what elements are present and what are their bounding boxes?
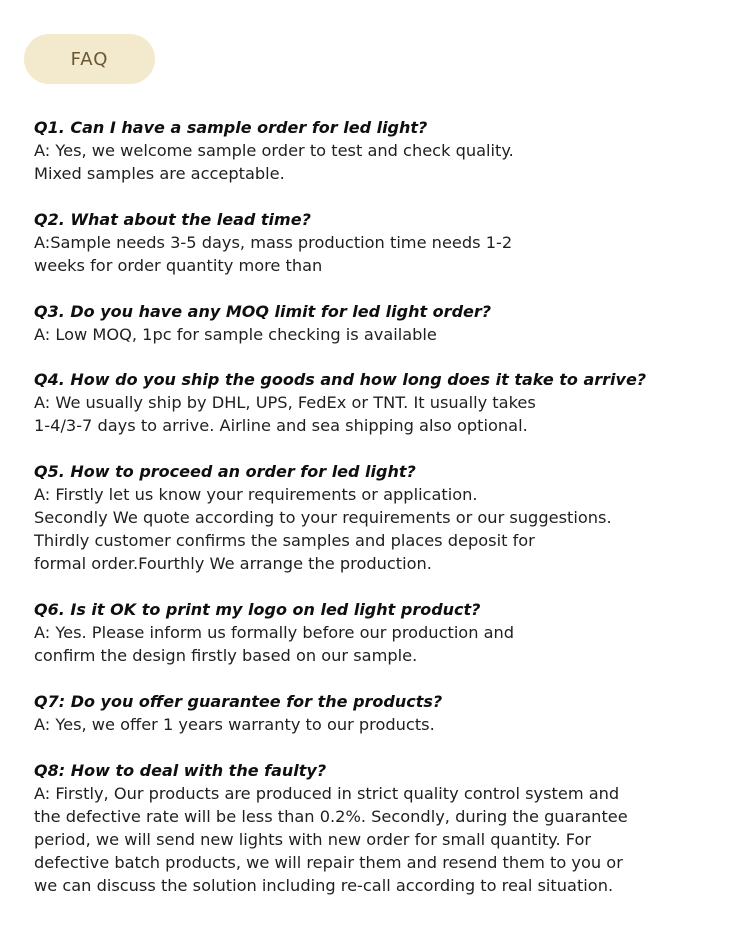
faq-question: Q7: Do you offer guarantee for the products? <box>34 691 443 711</box>
faq-answer-line: confirm the design firstly based on our sample. <box>34 645 418 665</box>
faq-answer-line: A: Firstly, Our products are produced in strict quality control system and <box>34 783 620 803</box>
faq-question: Q4. How do you ship the goods and how long does it take to arrive? <box>34 370 647 390</box>
faq-item-7 <box>34 690 734 736</box>
faq-answer-line: Thirdly customer confirms the samples and places deposit for <box>34 531 535 551</box>
faq-answer-line: the defective rate will be less than 0.2%. Secondly, during the guarantee <box>34 806 628 826</box>
faq-list <box>34 116 734 919</box>
faq-item-3 <box>34 300 734 346</box>
faq-question: Q8: How to deal with the faulty? <box>34 760 327 780</box>
faq-answer-line: A: Low MOQ, 1pc for sample checking is available <box>34 324 437 344</box>
faq-question: Q2. What about the lead time? <box>34 209 311 229</box>
faq-item-2 <box>34 208 734 277</box>
faq-badge-label: FAQ <box>70 48 109 70</box>
faq-answer-line: A:Sample needs 3-5 days, mass production time needs 1-2 <box>34 232 513 252</box>
faq-answer-line: period, we will send new lights with new order for small quantity. For <box>34 829 592 849</box>
faq-question: Q6. Is it OK to print my logo on led light product? <box>34 599 481 619</box>
faq-item-1 <box>34 116 734 185</box>
faq-answer-line: A: Firstly let us know your requirements or application. <box>34 485 478 505</box>
faq-answer-line: A: Yes. Please inform us formally before our production and <box>34 622 515 642</box>
faq-question: Q5. How to proceed an order for led light? <box>34 462 416 482</box>
faq-answer-line: A: Yes, we welcome sample order to test and check quality. <box>34 141 514 160</box>
faq-answer-line: weeks for order quantity more than <box>34 255 323 275</box>
faq-item-6 <box>34 598 734 667</box>
faq-badge <box>24 34 155 84</box>
faq-answer-line: 1-4/3-7 days to arrive. Airline and sea shipping also optional. <box>34 416 528 436</box>
faq-answer-line: we can discuss the solution including re-call according to real situation. <box>34 875 614 895</box>
faq-answer-line: defective batch products, we will repair them and resend them to you or <box>34 852 623 872</box>
faq-item-8 <box>34 759 734 897</box>
faq-item-5 <box>34 460 734 575</box>
faq-question: Q3. Do you have any MOQ limit for led light order? <box>34 301 492 321</box>
faq-item-4 <box>34 368 734 437</box>
faq-answer-line: Mixed samples are acceptable. <box>34 164 285 183</box>
faq-answer-line: A: We usually ship by DHL, UPS, FedEx or TNT. It usually takes <box>34 393 536 413</box>
faq-answer-line: A: Yes, we offer 1 years warranty to our products. <box>34 714 435 734</box>
faq-question: Q1. Can I have a sample order for led light? <box>34 118 428 137</box>
faq-answer-line: Secondly We quote according to your requirements or our suggestions. <box>34 508 612 528</box>
faq-answer-line: formal order.Fourthly We arrange the production. <box>34 554 432 574</box>
